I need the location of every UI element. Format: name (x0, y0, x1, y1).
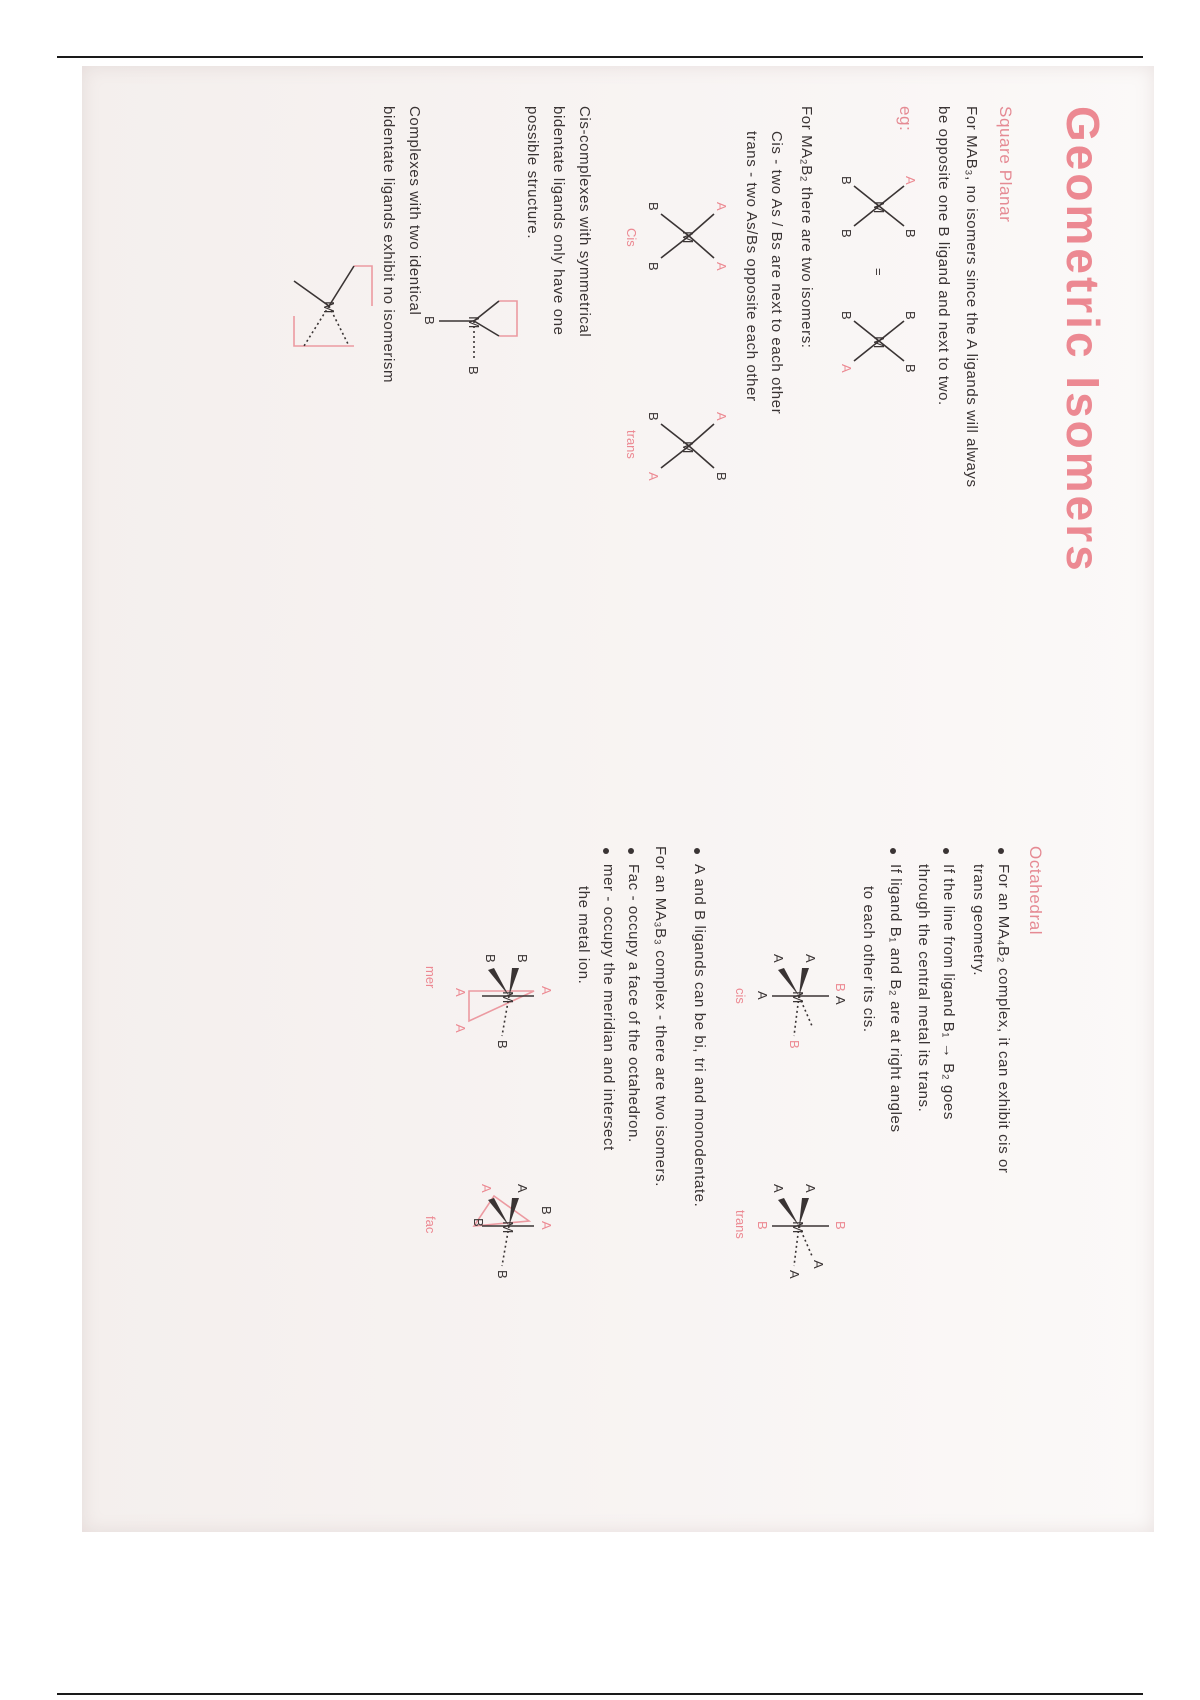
ma3b3-line: For an MA₃B₃ complex - there are two isomers. (652, 846, 669, 1187)
rotated-page-content (82, 66, 1154, 1532)
fac-label: fac (423, 1216, 438, 1234)
metal-atom: M (789, 1221, 806, 1234)
identical-bidentate-line1: Complexes with two identical (406, 106, 423, 316)
ligand-a: A (479, 1184, 494, 1193)
ligand-a: A (771, 1184, 786, 1193)
bidentate-cis-diagram (419, 266, 529, 436)
ligand-a: A (787, 1270, 802, 1279)
octahedral-trans-label: trans (733, 1210, 748, 1239)
ma4b2-isomers-diagram (724, 896, 854, 1396)
bullet-dot (943, 848, 949, 854)
metal-atom: M (870, 201, 887, 214)
identical-bidentate-line2: bidentate ligands exhibit no isomerism (380, 106, 397, 384)
mer-definition-line2: the metal ion. (575, 886, 592, 985)
ligand-b: B (833, 1221, 848, 1230)
ma3b3-isomers-diagram (414, 896, 574, 1396)
bullet-dot (998, 848, 1004, 854)
octahedral-bullet2-line2: through the central metal its trans. (915, 864, 932, 1113)
bottom-rule (57, 1693, 1143, 1695)
ligand-a: A (714, 202, 729, 211)
ligand-b: B (646, 262, 661, 271)
ligand-a: A (803, 1184, 818, 1193)
ligand-b: B (787, 1040, 802, 1049)
mer-definition-line1: mer - occupy the meridian and intersect (600, 864, 617, 1151)
ligand-a: A (803, 954, 818, 963)
bullet-dot (890, 848, 896, 854)
ligand-b: B (839, 229, 854, 238)
ligand-b: B (903, 364, 918, 373)
ligand-b: B (495, 1270, 510, 1279)
cis-label: Cis (624, 228, 639, 247)
metal-atom: M (499, 1221, 516, 1234)
ligand-a: A (771, 954, 786, 963)
ligand-b: B (646, 202, 661, 211)
ligand-b: B (646, 412, 661, 421)
ma2b2-line: For MA₂B₂ there are two isomers: (798, 106, 815, 349)
ligand-b: B (422, 316, 437, 325)
bidentate-line3: possible structure. (524, 106, 541, 240)
bullet-dot (628, 848, 634, 854)
top-rule (57, 56, 1143, 58)
trans-definition: trans - two As/Bs opposite each other (743, 131, 760, 402)
metal-atom: M (679, 231, 696, 244)
metal-atom: M (320, 301, 337, 314)
square-planar-intro-line1: For MAB₃, no isomers since the A ligands will always (963, 106, 980, 488)
ligand-a: A (453, 1024, 468, 1033)
octahedral-cis-label: cis (733, 988, 748, 1004)
ligand-a: A (755, 991, 770, 1000)
ligand-a: A (839, 364, 854, 373)
ligand-a: A (539, 1221, 554, 1230)
ligand-a: A (714, 262, 729, 271)
ligand-a: A (539, 986, 554, 995)
octahedral-bullet1-line2: trans geometry. (970, 864, 987, 977)
octahedral-heading: Octahedral (1026, 846, 1045, 936)
ligand-b: B (903, 311, 918, 320)
trans-label: trans (624, 430, 639, 459)
metal-atom: M (789, 991, 806, 1004)
octahedral-bullet4: A and B ligands can be bi, tri and monodentate. (691, 864, 708, 1208)
octahedral-bullet1-line1: For an MA₄B₂ complex, it can exhibit cis or (995, 864, 1012, 1174)
bidentate-line2: bidentate ligands only have one (550, 106, 567, 336)
ligand-b: B (466, 366, 481, 375)
ligand-a: A (453, 988, 468, 997)
cis-definition: Cis - two As / Bs are next to each other (768, 131, 785, 415)
ligand-a: A (515, 1184, 530, 1193)
mab3-structures-diagram (834, 146, 924, 406)
ligand-b: B (495, 1040, 510, 1049)
ligand-b: B (471, 1218, 486, 1227)
ligand-a: A (903, 176, 918, 185)
metal-atom: M (679, 441, 696, 454)
bidentate-no-isomer-diagram (264, 226, 384, 446)
ligand-a: A (833, 996, 848, 1005)
ma2b2-isomers-diagram (619, 156, 739, 556)
eg-label: eg: (896, 106, 915, 132)
octahedral-bullet3-line1: If ligand B₁ and B₂ are at right angles (887, 864, 904, 1133)
ligand-b: B (839, 176, 854, 185)
notebook-page-photo (82, 66, 1154, 1532)
ligand-b: B (714, 472, 729, 481)
bullet-dot (603, 848, 609, 854)
octahedral-bullet2-line1: If the line from ligand B₁ → B₂ goes (940, 864, 957, 1120)
fac-definition: Fac - occupy a face of the octahedron. (625, 864, 642, 1143)
equals-sign: = (871, 268, 886, 276)
metal-atom: M (870, 336, 887, 349)
square-planar-heading: Square Planar (996, 106, 1015, 223)
ligand-b: B (755, 1221, 770, 1230)
metal-atom: M (465, 316, 482, 329)
ligand-b: B (539, 1206, 554, 1215)
metal-atom: M (499, 991, 516, 1004)
bidentate-line1: Cis-complexes with symmetrical (576, 106, 593, 338)
page-title: Geometric Isomers (1057, 106, 1109, 574)
octahedral-bullet3-line2: to each other its cis. (860, 886, 877, 1033)
bullet-dot (694, 848, 700, 854)
ligand-b: B (903, 229, 918, 238)
ligand-b: B (483, 954, 498, 963)
ligand-b: B (515, 954, 530, 963)
ligand-a: A (714, 412, 729, 421)
ligand-b: B (833, 983, 848, 992)
ligand-a: A (646, 472, 661, 481)
mer-label: mer (423, 966, 438, 989)
ligand-a: A (811, 1260, 826, 1269)
ligand-b: B (839, 311, 854, 320)
square-planar-intro-line2: be opposite one B ligand and next to two. (935, 106, 952, 406)
